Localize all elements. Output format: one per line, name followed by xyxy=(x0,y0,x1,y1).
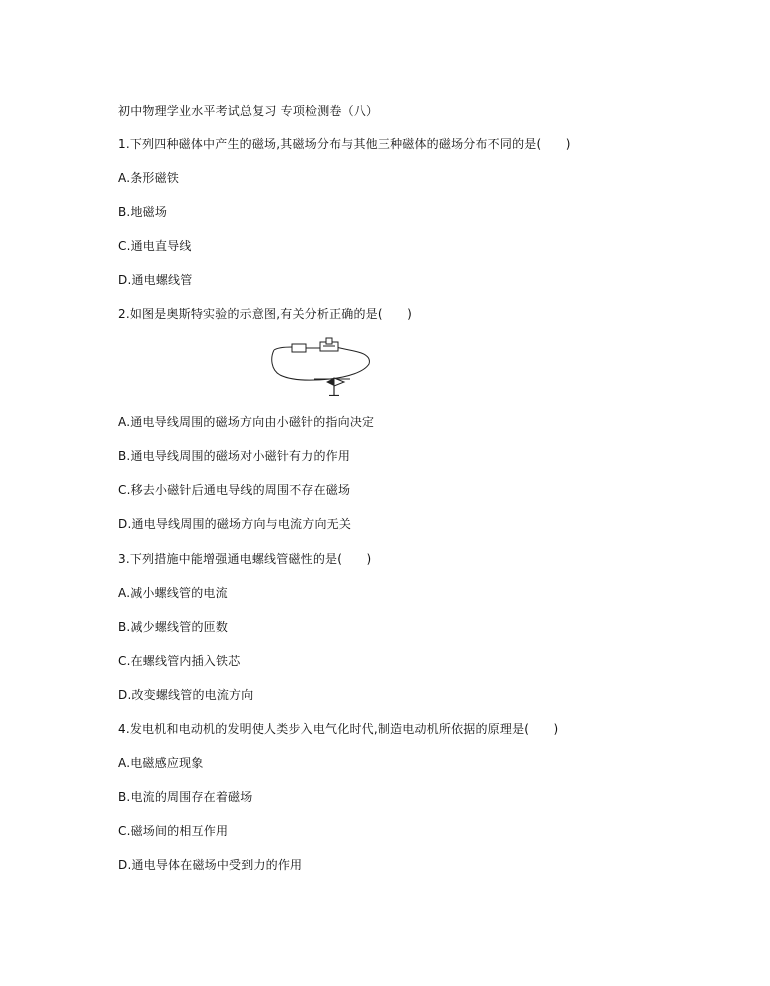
question-4-option-c: C.磁场间的相互作用 xyxy=(118,824,229,838)
question-4-option-d: D.通电导体在磁场中受到力的作用 xyxy=(118,858,303,872)
question-3-option-d: D.改变螺线管的电流方向 xyxy=(118,688,254,702)
question-2-option-b: B.通电导线周围的磁场对小磁针有力的作用 xyxy=(118,449,351,463)
question-1-stem: 1.下列四种磁体中产生的磁场,其磁场分布与其他三种磁体的磁场分布不同的是( ) xyxy=(118,137,571,151)
question-1-option-d: D.通电螺线管 xyxy=(118,273,193,287)
question-3-stem: 3.下列措施中能增强通电螺线管磁性的是( ) xyxy=(118,552,372,566)
switch-icon xyxy=(320,338,338,351)
question-4-stem: 4.发电机和电动机的发明使人类步入电气化时代,制造电动机所依据的原理是( ) xyxy=(118,722,559,736)
battery-icon xyxy=(292,344,322,352)
oersted-experiment-figure xyxy=(268,334,372,396)
question-1-option-c: C.通电直导线 xyxy=(118,239,192,253)
question-3-option-a: A.减小螺线管的电流 xyxy=(118,586,228,600)
question-4-option-b: B.电流的周围存在着磁场 xyxy=(118,790,253,804)
exam-title: 初中物理学业水平考试总复习 专项检测卷（八） xyxy=(118,104,379,118)
question-2-option-a: A.通电导线周围的磁场方向由小磁针的指向决定 xyxy=(118,415,375,429)
question-1-option-a: A.条形磁铁 xyxy=(118,171,180,185)
question-2-option-d: D.通电导线周围的磁场方向与电流方向无关 xyxy=(118,517,352,531)
magnetic-needle-icon xyxy=(326,378,344,396)
question-1-option-b: B.地磁场 xyxy=(118,205,168,219)
wire-loop-inner xyxy=(274,347,292,350)
question-3-option-b: B.减少螺线管的匝数 xyxy=(118,620,229,634)
question-3-option-c: C.在螺线管内插入铁芯 xyxy=(118,654,241,668)
question-4-option-a: A.电磁感应现象 xyxy=(118,756,204,770)
question-2-stem: 2.如图是奥斯特实验的示意图,有关分析正确的是( ) xyxy=(118,307,413,321)
question-2-option-c: C.移去小磁针后通电导线的周围不存在磁场 xyxy=(118,483,351,497)
